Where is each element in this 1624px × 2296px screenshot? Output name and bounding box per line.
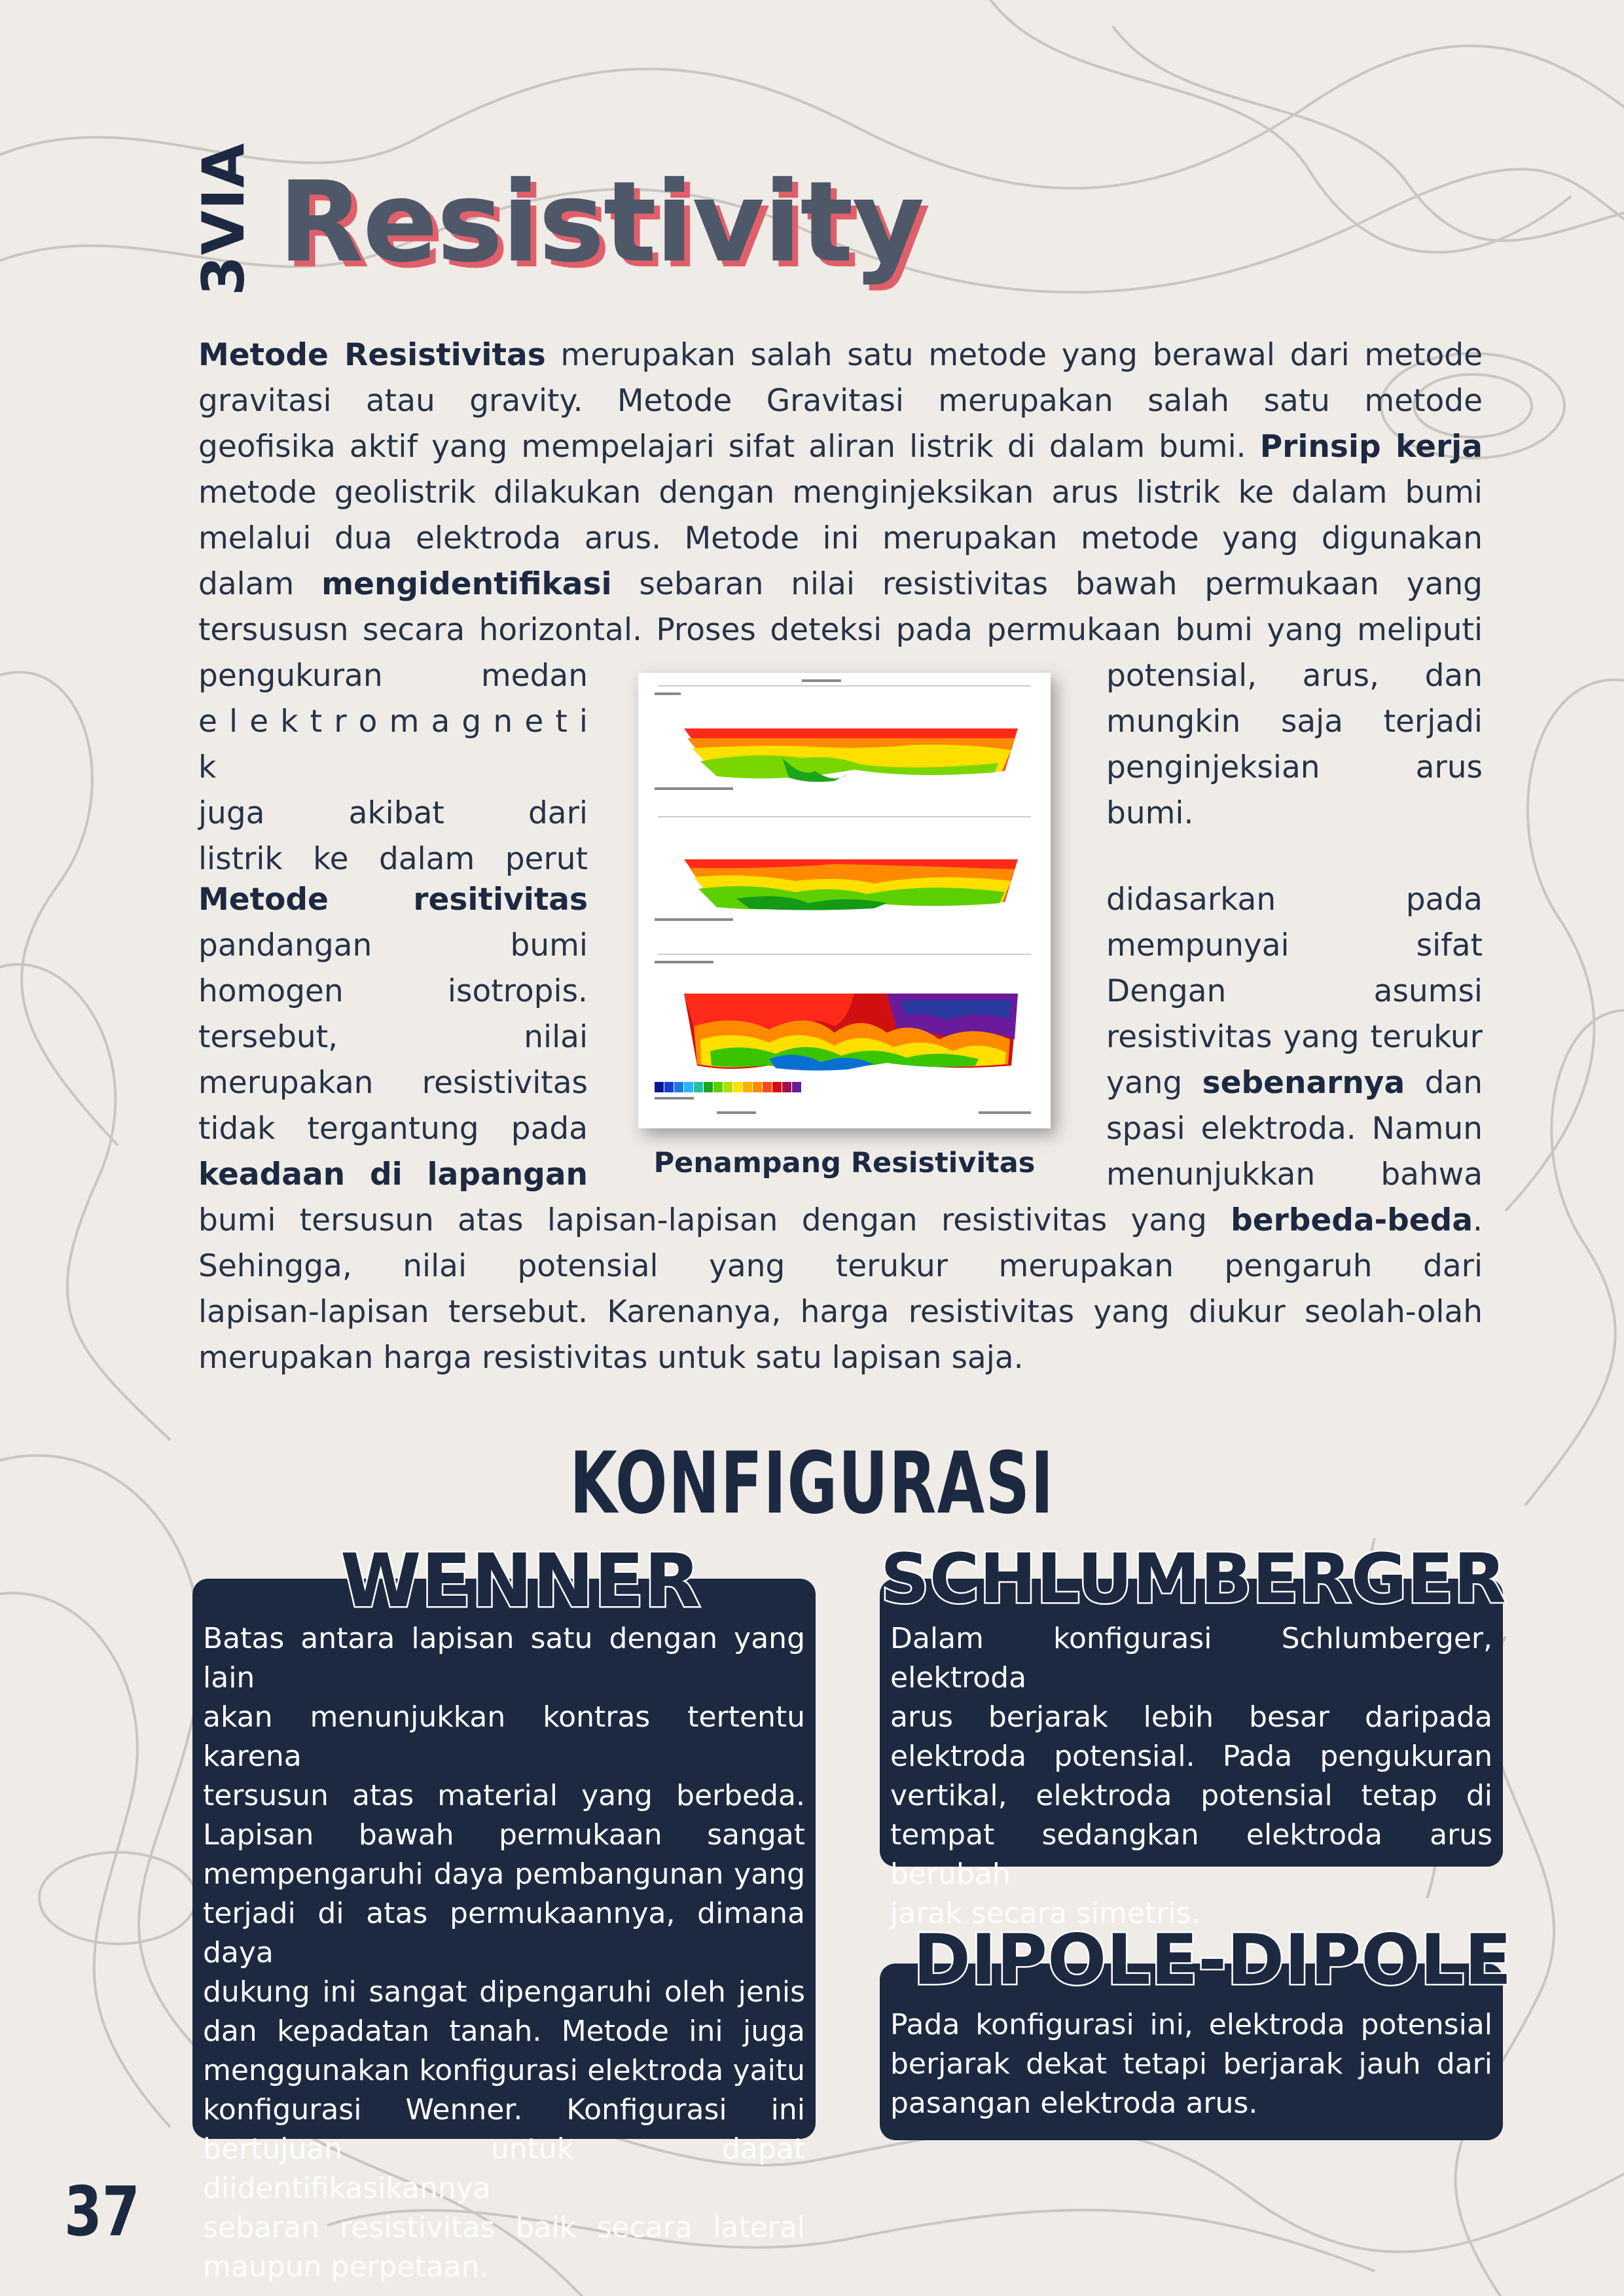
- right1-line: bumi.: [1106, 795, 1194, 831]
- right2-line: menunjukkan bahwa: [1106, 1157, 1483, 1193]
- left1-line: pengukuran medan: [198, 658, 588, 694]
- intro-line-4: metode geolistrik dilakukan dengan menginjeksikan arus listrik ke dalam bumi: [198, 475, 1483, 511]
- right1-line: mungkin saja terjadi: [1106, 704, 1483, 740]
- wenner-line: Lapisan bawah permukaan sangat: [203, 1818, 805, 1852]
- wenner-line: konfigurasi Wenner. Konfigurasi ini: [203, 2093, 805, 2126]
- wenner-line: terjadi di atas permukaannya, dimana daya: [203, 1897, 805, 1969]
- left2-line: merupakan resistivitas: [198, 1065, 588, 1101]
- left-column-1: [198, 653, 588, 882]
- resistivity-section-image: [638, 673, 1051, 1128]
- wenner-line: bertujuan untuk dapat diidentifikasikannya: [203, 2132, 805, 2205]
- wenner-line: sebaran resistivitas baik secara lateral: [203, 2211, 805, 2244]
- intro-line-2: gravitasi atau gravity. Metode Gravitasi merupakan salah satu metode: [198, 383, 1483, 419]
- left2-line: keadaan di lapangan: [198, 1157, 588, 1193]
- left-column-2: [198, 877, 588, 1198]
- intro-paragraph: [198, 332, 1483, 653]
- right2-line: resistivitas yang terukur: [1106, 1019, 1483, 1055]
- wenner-line: tersusun atas material yang berbeda.: [203, 1779, 805, 1812]
- right-column-1: [1106, 653, 1483, 836]
- left2-line: tidak tergantung pada: [198, 1111, 588, 1147]
- wenner-line: dan kepadatan tanah. Metode ini juga: [203, 2015, 805, 2048]
- tail-line-2: Sehingga, nilai potensial yang terukur merupakan pengaruh dari: [198, 1248, 1483, 1284]
- figure-caption: Penampang Resistivitas: [653, 1147, 1036, 1179]
- right2-line: Dengan asumsi: [1106, 973, 1483, 1009]
- dipole-title: DIPOLE-DIPOLE: [913, 1920, 1512, 2000]
- wenner-card: [192, 1579, 816, 2284]
- tail-line-4: merupakan harga resistivitas untuk satu lapisan saja.: [198, 1340, 1024, 1376]
- schlumberger-line: jarak secara simetris.: [890, 1897, 1200, 1930]
- wenner-line: menggunakan konfigurasi elektroda yaitu: [203, 2054, 805, 2087]
- schlumberger-line: elektroda potensial. Pada pengukuran: [890, 1740, 1492, 1773]
- right2-line: spasi elektroda. Namun: [1106, 1111, 1483, 1147]
- left2-line: pandangan bumi: [198, 927, 588, 963]
- left2-line: tersebut, nilai: [198, 1019, 588, 1055]
- intro-line-5: melalui dua elektroda arus. Metode ini merupakan metode yang digunakan: [198, 520, 1483, 556]
- schlumberger-card: [880, 1579, 1503, 1930]
- intro-line-7: tersususn secara horizontal. Proses deteksi pada permukaan bumi yang meliputi: [198, 612, 1483, 648]
- tail-line-1: bumi tersusun atas lapisan-lapisan dengan resistivitas yang berbeda-beda.: [198, 1202, 1483, 1238]
- right1-line: potensial, arus, dan: [1106, 658, 1483, 694]
- wenner-line: maupun perpetaan.: [203, 2250, 489, 2284]
- dipole-line: berjarak dekat tetapi berjarak jauh dari: [890, 2047, 1492, 2081]
- brand-logo-text: 3VIA: [190, 142, 257, 296]
- intro-line-6: dalam mengidentifikasi sebaran nilai resistivitas bawah permukaan yang: [198, 566, 1483, 602]
- schlumberger-line: tempat sedangkan elektroda arus berubah: [890, 1818, 1492, 1891]
- dipole-line: pasangan elektroda arus.: [890, 2087, 1258, 2120]
- left1-line: listrik ke dalam perut: [198, 841, 588, 877]
- schlumberger-line: arus berjarak lebih besar daripada: [890, 1700, 1492, 1734]
- wenner-line: mempengaruhi daya pembangunan yang: [203, 1857, 805, 1891]
- schlumberger-line: vertikal, elektroda potensial tetap di: [890, 1779, 1492, 1812]
- wenner-title: WENNER: [340, 1539, 701, 1624]
- section-heading-konfigurasi: KONFIGURASI: [569, 1433, 1055, 1533]
- tail-line-3: lapisan-lapisan tersebut. Karenanya, harga resistivitas yang diukur seolah-olah: [198, 1294, 1483, 1330]
- schlumberger-line: Dalam konfigurasi Schlumberger, elektroda: [890, 1622, 1492, 1695]
- wenner-line: Batas antara lapisan satu dengan yang lain: [203, 1622, 805, 1695]
- dipole-line: Pada konfigurasi ini, elektroda potensial: [890, 2008, 1492, 2041]
- dipole-text: [890, 2005, 1492, 2123]
- left1-line: e l e k t r o m a g n e t i k: [198, 704, 588, 785]
- right2-line: yang sebenarnya dan: [1106, 1065, 1483, 1101]
- colour-scale-bar: [655, 1082, 801, 1092]
- intro-line-3: geofisika aktif yang mempelajari sifat aliran listrik di dalam bumi. Prinsip kerja: [198, 429, 1483, 465]
- wenner-line: akan menunjukkan kontras tertentu karena: [203, 1700, 805, 1773]
- right-column-2: [1106, 877, 1483, 1198]
- right2-line: didasarkan pada: [1106, 882, 1483, 918]
- page-number: 37: [64, 2172, 140, 2251]
- left1-line: juga akibat dari: [198, 795, 588, 831]
- tail-paragraph: [198, 1198, 1483, 1381]
- left2-line: Metode resitivitas: [198, 882, 588, 918]
- resistivity-section-figure: [638, 673, 1051, 1128]
- wenner-text: [203, 1619, 805, 2287]
- right2-line: mempunyai sifat: [1106, 927, 1483, 963]
- intro-line-1: Metode Resistivitas merupakan salah satu metode yang berawal dari metode: [198, 337, 1483, 373]
- page-title: Resistivity: [278, 158, 924, 287]
- right1-line: penginjeksian arus: [1106, 749, 1483, 785]
- left2-line: homogen isotropis.: [198, 973, 588, 1009]
- schlumberger-title: SCHLUMBERGER: [880, 1539, 1506, 1619]
- wenner-line: dukung ini sangat dipengaruhi oleh jenis: [203, 1975, 805, 2009]
- schlumberger-text: [890, 1619, 1492, 1933]
